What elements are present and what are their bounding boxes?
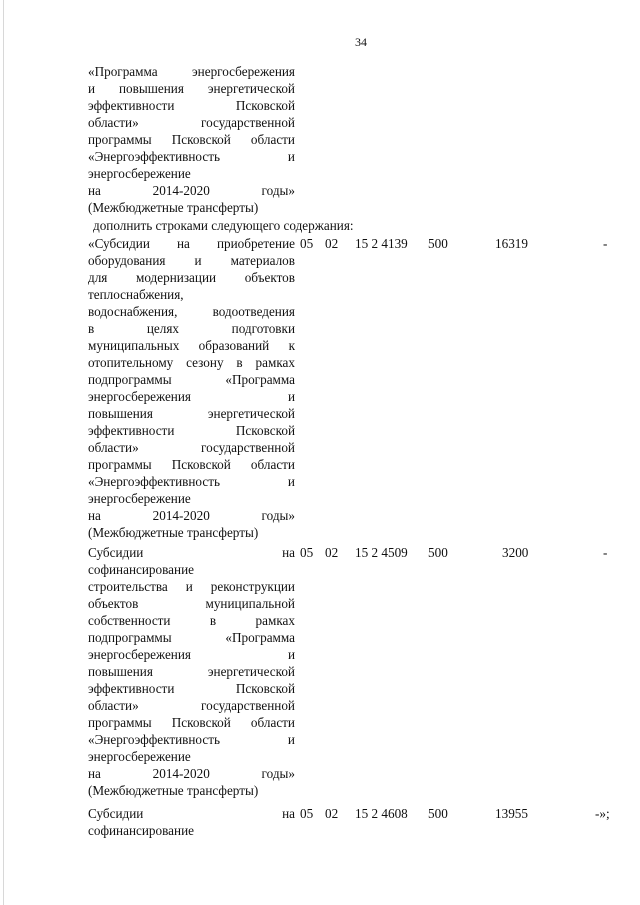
row-1-sum-2: - <box>603 236 608 251</box>
row-1-pr: 02 <box>325 236 339 251</box>
row-1-line: теплоснабжения, <box>88 287 184 302</box>
row-3-csr: 15 2 4608 <box>355 806 408 821</box>
row-1-rz: 05 <box>300 236 314 251</box>
row-2-line: объектов муниципальной <box>88 596 295 611</box>
row-1-csr: 15 2 4139 <box>355 236 408 251</box>
row-2-line: на 2014-2020 годы» <box>88 766 295 781</box>
row-2-line: (Межбюджетные трансферты) <box>88 783 259 798</box>
row-2-sum-2: - <box>603 545 608 560</box>
header-line: области» государственной <box>88 115 295 130</box>
row-1-line: «Субсидии на приобретение <box>88 236 295 251</box>
row-2-rz: 05 <box>300 545 314 560</box>
row-2-csr: 15 2 4509 <box>355 545 408 560</box>
header-line: эффективности Псковской <box>88 98 295 113</box>
row-2-line: «Энергоэффективность и <box>88 732 295 747</box>
header-line: на 2014-2020 годы» <box>88 183 295 198</box>
row-1-line: в целях подготовки <box>88 321 295 336</box>
row-1-line: эффективности Псковской <box>88 423 295 438</box>
row-2-line: софинансирование <box>88 562 194 577</box>
row-3-sum-2: -»; <box>595 806 610 821</box>
row-2-sum: 3200 <box>502 545 529 560</box>
row-1-sum: 16319 <box>495 236 528 251</box>
header-line: энергосбережение <box>88 166 191 181</box>
row-1-line: области» государственной <box>88 440 295 455</box>
header-line: и повышения энергетической <box>88 81 295 96</box>
row-2-line: эффективности Псковской <box>88 681 295 696</box>
row-3-pr: 02 <box>325 806 339 821</box>
header-line: программы Псковской области <box>88 132 295 147</box>
row-2-line: программы Псковской области <box>88 715 295 730</box>
row-3-sum: 13955 <box>495 806 528 821</box>
row-2-line: энергосбережения и <box>88 647 295 662</box>
row-1-line: для модернизации объектов <box>88 270 295 285</box>
row-2-line: подпрограммы «Программа <box>88 630 295 645</box>
row-1-line: отопительному сезону в рамках <box>88 355 295 370</box>
row-1-line: оборудования и материалов <box>88 253 295 268</box>
header-line: «Программа энергосбережения <box>88 64 295 79</box>
row-3-vr: 500 <box>428 806 448 821</box>
row-2-line: собственности в рамках <box>88 613 295 628</box>
row-2-line: Субсидии на <box>88 545 295 560</box>
header-line: (Межбюджетные трансферты) <box>88 200 259 215</box>
row-1-line: подпрограммы «Программа <box>88 372 295 387</box>
row-1-line: энергосбережения и <box>88 389 295 404</box>
row-1-line: (Межбюджетные трансферты) <box>88 525 259 540</box>
scan-edge-line <box>3 0 4 905</box>
row-2-line: повышения энергетической <box>88 664 295 679</box>
row-2-vr: 500 <box>428 545 448 560</box>
row-2-line: энергосбережение <box>88 749 191 764</box>
row-1-line: повышения энергетической <box>88 406 295 421</box>
row-1-line: муниципальных образований к <box>88 338 295 353</box>
row-3-rz: 05 <box>300 806 314 821</box>
row-2-pr: 02 <box>325 545 339 560</box>
intro-text: дополнить строками следующего содержания: <box>93 218 354 233</box>
row-1-line: энергосбережение <box>88 491 191 506</box>
row-3-line: софинансирование <box>88 823 194 838</box>
row-1-line: «Энергоэффективность и <box>88 474 295 489</box>
row-3-line: Субсидии на <box>88 806 295 821</box>
row-1-vr: 500 <box>428 236 448 251</box>
row-2-line: области» государственной <box>88 698 295 713</box>
page-number: 34 <box>355 35 367 49</box>
row-2-line: строительства и реконструкции <box>88 579 295 594</box>
row-1-line: на 2014-2020 годы» <box>88 508 295 523</box>
row-1-line: водоснабжения, водоотведения <box>88 304 295 319</box>
header-line: «Энергоэффективность и <box>88 149 295 164</box>
row-1-line: программы Псковской области <box>88 457 295 472</box>
